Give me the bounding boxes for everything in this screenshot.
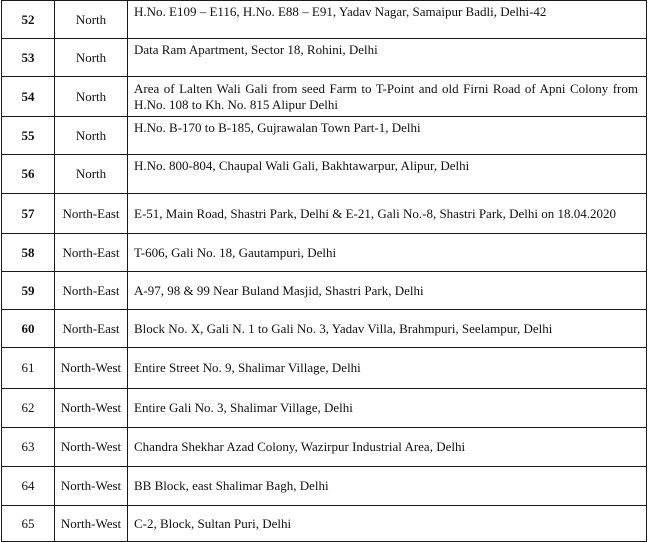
district-zone: North-East xyxy=(55,194,128,234)
address-cell: E-51, Main Road, Shastri Park, Delhi & E-21, Gali No.-8, Shastri Park, Delhi on 18.04.2020 xyxy=(128,194,647,234)
district-zone: North-West xyxy=(55,467,128,506)
district-zone: North-West xyxy=(55,348,128,389)
serial-number: 59 xyxy=(2,272,55,310)
district-zone: North-West xyxy=(55,506,128,542)
district-zone: North-East xyxy=(55,310,128,348)
district-zone: North xyxy=(55,1,128,39)
district-zone: North xyxy=(55,39,128,77)
table-row xyxy=(2,77,647,117)
table-row xyxy=(2,428,647,467)
serial-number: 54 xyxy=(2,77,55,117)
district-zone: North-East xyxy=(55,272,128,310)
table-row xyxy=(2,389,647,428)
serial-number: 62 xyxy=(2,389,55,428)
serial-number: 53 xyxy=(2,39,55,77)
table-row xyxy=(2,467,647,506)
district-zone: North xyxy=(55,117,128,155)
district-zone: North-West xyxy=(55,428,128,467)
table-row xyxy=(2,234,647,272)
serial-number: 57 xyxy=(2,194,55,234)
address-cell: BB Block, east Shalimar Bagh, Delhi xyxy=(128,467,647,506)
address-cell: Entire Street No. 9, Shalimar Village, Delhi xyxy=(128,348,647,389)
address-cell: Entire Gali No. 3, Shalimar Village, Delhi xyxy=(128,389,647,428)
serial-number: 64 xyxy=(2,467,55,506)
table-row xyxy=(2,194,647,234)
serial-number: 63 xyxy=(2,428,55,467)
serial-number: 52 xyxy=(2,1,55,39)
containment-zone-table xyxy=(1,0,647,542)
table-row xyxy=(2,506,647,542)
serial-number: 58 xyxy=(2,234,55,272)
address-cell: H.No. 800-804, Chaupal Wali Gali, Bakhtawarpur, Alipur, Delhi xyxy=(128,155,647,194)
address-cell: C-2, Block, Sultan Puri, Delhi xyxy=(128,506,647,542)
district-zone: North xyxy=(55,155,128,194)
address-cell: Chandra Shekhar Azad Colony, Wazirpur Industrial Area, Delhi xyxy=(128,428,647,467)
serial-number: 55 xyxy=(2,117,55,155)
address-cell: H.No. E109 – E116, H.No. E88 – E91, Yadav Nagar, Samaipur Badli, Delhi-42 xyxy=(128,1,647,39)
address-cell: A-97, 98 & 99 Near Buland Masjid, Shastri Park, Delhi xyxy=(128,272,647,310)
address-cell: Data Ram Apartment, Sector 18, Rohini, Delhi xyxy=(128,39,647,77)
serial-number: 60 xyxy=(2,310,55,348)
table-row xyxy=(2,348,647,389)
serial-number: 56 xyxy=(2,155,55,194)
table-row xyxy=(2,310,647,348)
address-cell: H.No. B-170 to B-185, Gujrawalan Town Part-1, Delhi xyxy=(128,117,647,155)
serial-number: 65 xyxy=(2,506,55,542)
containment-zone-table-page xyxy=(1,0,647,542)
district-zone: North-East xyxy=(55,234,128,272)
table-row xyxy=(2,155,647,194)
address-cell: Block No. X, Gali N. 1 to Gali No. 3, Yadav Villa, Brahmpuri, Seelampur, Delhi xyxy=(128,310,647,348)
table-row xyxy=(2,272,647,310)
table-row xyxy=(2,117,647,155)
address-cell: Area of Lalten Wali Gali from seed Farm to T-Point and old Firni Road of Apni Colony from H.No. 108 to Kh. No. 815 Alipur Delhi xyxy=(128,77,647,117)
table-row xyxy=(2,1,647,39)
table-row xyxy=(2,39,647,77)
serial-number: 61 xyxy=(2,348,55,389)
address-cell: T-606, Gali No. 18, Gautampuri, Delhi xyxy=(128,234,647,272)
district-zone: North-West xyxy=(55,389,128,428)
district-zone: North xyxy=(55,77,128,117)
